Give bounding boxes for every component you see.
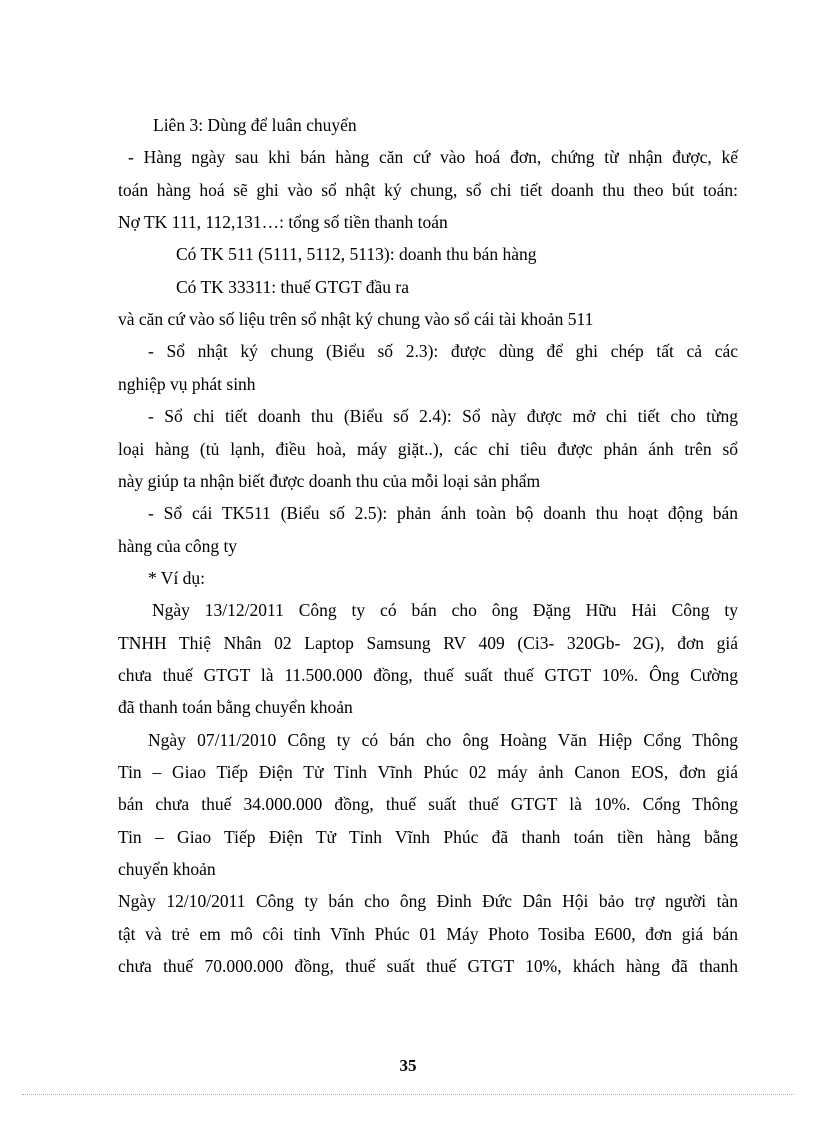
page-number: 35 (399, 1056, 417, 1075)
text-line: - Sổ chi tiết doanh thu (Biểu số 2.4): Sổ này được mở chi tiết cho từng (148, 406, 738, 427)
text-line: Tin – Giao Tiếp Điện Tử Tỉnh Vĩnh Phúc đã thanh toán tiền hàng bằng (118, 826, 738, 847)
text-line: hàng của công ty (118, 535, 238, 556)
text-line: Có TK 511 (5111, 5112, 5113): doanh thu bán hàng (176, 244, 537, 265)
text-line: Ngày 07/11/2010 Công ty có bán cho ông Hoàng Văn Hiệp Cổng Thông (148, 729, 738, 750)
text-line: Có TK 33311: thuế GTGT đầu ra (176, 276, 409, 297)
text-line: - Sổ cái TK511 (Biểu số 2.5): phản ánh toàn bộ doanh thu hoạt động bán (148, 503, 738, 524)
text-line: tật và trẻ em mô côi tỉnh Vĩnh Phúc 01 Máy Photo Tosiba E600, đơn giá bán (118, 923, 738, 944)
text-line: chưa thuế 70.000.000 đồng, thuế suất thuế GTGT 10%, khách hàng đã thanh (118, 956, 738, 977)
text-line: chuyển khoản (118, 859, 216, 880)
text-line: Ngày 13/12/2011 Công ty có bán cho ông Đặng Hữu Hải Công ty (152, 600, 738, 621)
text-line: TNHH Thiệ Nhân 02 Laptop Samsung RV 409 (Ci3- 320Gb- 2G), đơn giá (118, 632, 738, 653)
text-line: Liên 3: Dùng để luân chuyển (153, 115, 357, 135)
page-bottom-divider (22, 1094, 794, 1095)
text-line: này giúp ta nhận biết được doanh thu của mỗi loại sản phẩm (118, 470, 541, 491)
text-line: chưa thuế GTGT là 11.500.000 đồng, thuế suất thuế GTGT 10%. Ông Cường (118, 664, 738, 685)
text-line: loại hàng (tủ lạnh, điều hoà, máy giặt..), các chỉ tiêu được phản ánh trên sổ (118, 438, 738, 459)
text-line: - Hàng ngày sau khi bán hàng căn cứ vào hoá đơn, chứng từ nhận được, kế (128, 147, 738, 168)
text-line: và căn cứ vào số liệu trên sổ nhật ký chung vào sổ cái tài khoản 511 (118, 309, 594, 330)
text-line: Tin – Giao Tiếp Điện Tử Tỉnh Vĩnh Phúc 02 máy ảnh Canon EOS, đơn giá (118, 762, 738, 782)
text-line: bán chưa thuế 34.000.000 đồng, thuế suất thuế GTGT là 10%. Cổng Thông (118, 794, 738, 815)
text-line: Ngày 12/10/2011 Công ty bán cho ông Đinh Đức Dân Hội bảo trợ người tàn (118, 891, 738, 912)
text-line: * Ví dụ: (148, 567, 206, 588)
text-line: toán hàng hoá sẽ ghi vào sổ nhật ký chung, sổ chi tiết doanh thu theo bút toán: (118, 179, 738, 200)
text-line: Nợ TK 111, 112,131…: tổng số tiền thanh toán (118, 212, 448, 233)
text-line: nghiệp vụ phát sinh (118, 373, 256, 394)
text-line: đã thanh toán bằng chuyển khoản (118, 697, 353, 718)
text-line: - Sổ nhật ký chung (Biểu số 2.3): được dùng để ghi chép tất cả các (148, 341, 738, 362)
